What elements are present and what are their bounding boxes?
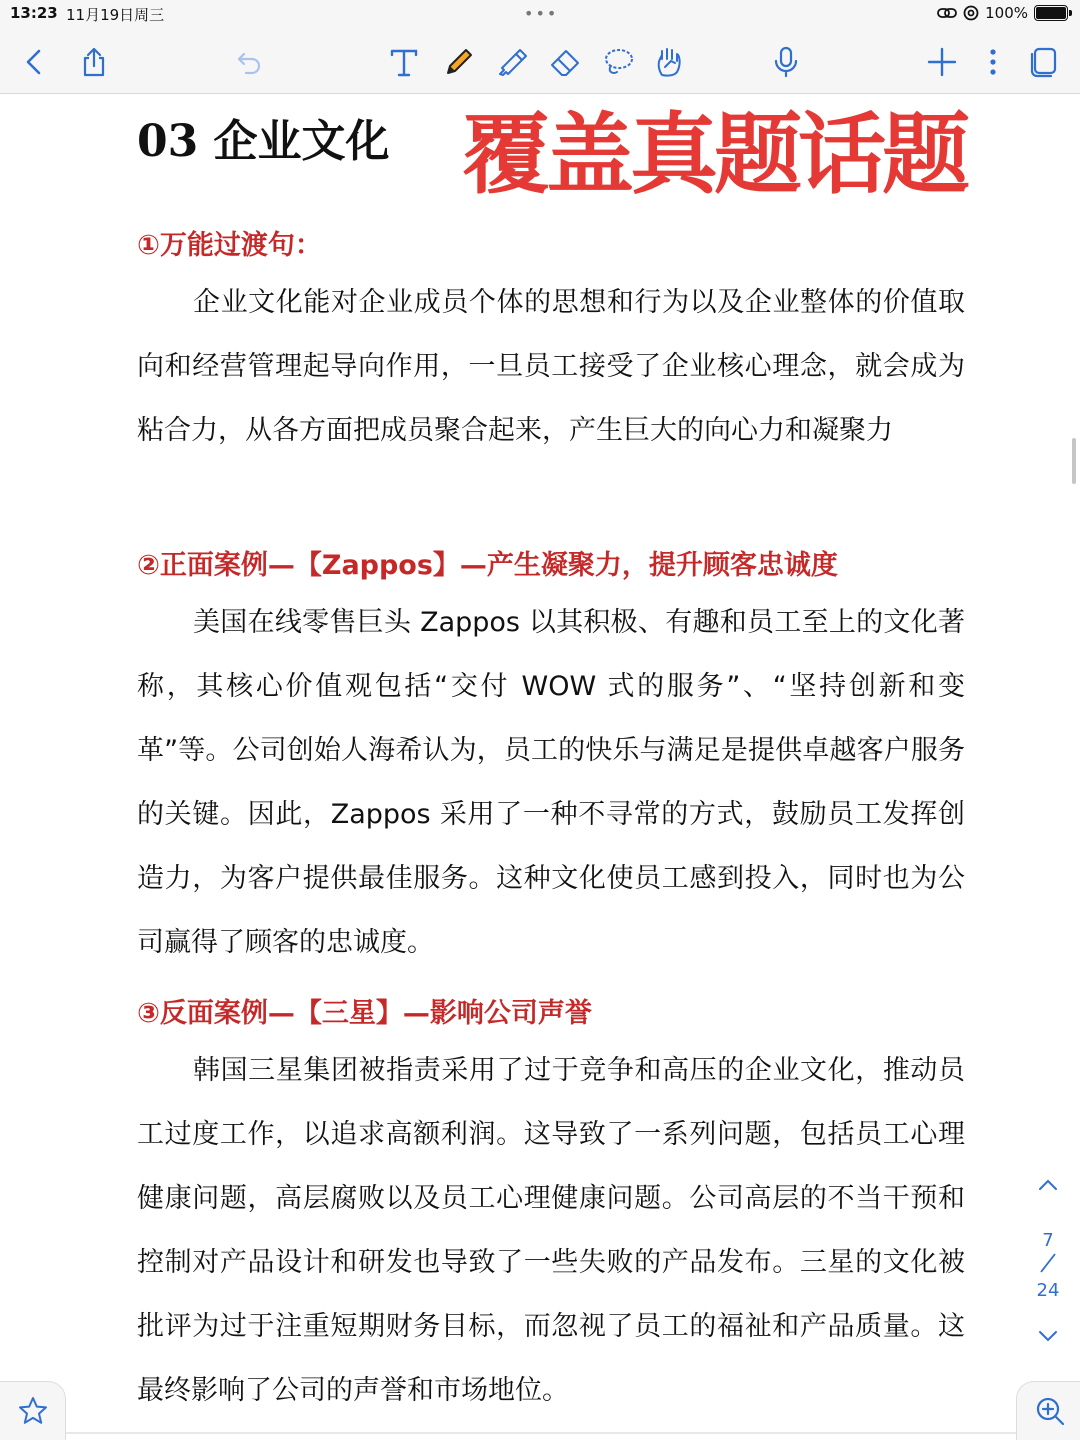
pen-icon[interactable] [439,42,479,82]
chevron-up-icon [1038,1179,1058,1191]
favorite-button[interactable] [0,1381,66,1440]
status-date: 11月19日周三 [66,6,165,24]
banner-text: 覆盖真题话题 [462,103,967,206]
link-icon [937,6,957,20]
more-icon[interactable] [973,42,1013,82]
highlighter-icon[interactable] [492,42,532,82]
section-paragraph-3: 韩国三星集团被指责采用了过于竞争和高压的企业文化，推动员工过度工作，以追求高额利润。这导致了一系列问题，包括员工心理健康问题，高层腐败以及员工心理健康问题。公司高层的不当干预和控制对产品设计和研发也导致了一些失败的产品发布。三星的文化被批评为过于注重短期财务目标，而忽视了员工的福祉和产品质量。这最终影响了公司的声誉和市场地位。 [137,1055,965,1406]
previous-page-button[interactable] [1026,1170,1070,1200]
total-pages: 24 [1036,1280,1060,1301]
section-paragraph-2: 美国在线零售巨头 Zappos 以其积极、有趣和员工至上的文化著称，其核心价值观包括“交付 WOW 式的服务”、“坚持创新和变革”等。公司创始人海希认为，员工的快乐与满足是提供卓越客户服务的关键。因此，Zappos 采用了一种不寻常的方式，鼓励员工发挥创造力，为客户提供最佳服务。这种文化使员工感到投入，同时也为公司赢得了顾客的忠诚度。 [137,607,965,958]
star-icon [17,1395,49,1427]
status-time: 13:23 [10,4,58,22]
text-tool-icon[interactable] [384,42,424,82]
lasso-icon[interactable] [598,42,638,82]
section-paragraph-1: 企业文化能对企业成员个体的思想和行为以及企业整体的价值取向和经营管理起导向作用，一旦员工接受了企业核心理念，就会成为粘合力，从各方面把成员聚合起来，产生巨大的向心力和凝聚力 [137,287,965,446]
back-icon[interactable] [14,42,54,82]
undo-icon[interactable] [229,42,269,82]
pages-icon[interactable] [1024,42,1064,82]
zoom-in-icon [1034,1395,1066,1427]
section-title-3: ③反面案例—【三星】—影响公司声誉 [137,998,592,1029]
at-sign-icon [963,5,979,21]
section-title-2: ②正面案例—【Zappos】—产生凝聚力，提升顾客忠诚度 [137,550,838,581]
microphone-icon[interactable] [766,42,806,82]
eraser-icon[interactable] [545,42,585,82]
zoom-button[interactable] [1016,1381,1080,1440]
battery-icon [1034,5,1068,21]
page-separator-icon [1038,1251,1058,1275]
hand-draw-icon[interactable] [650,42,690,82]
multitasking-dots[interactable]: ••• [524,4,559,23]
toolbar [0,30,1080,94]
next-page-button[interactable] [1026,1321,1070,1351]
chevron-down-icon [1038,1330,1058,1342]
section-title-1: ①万能过渡句： [137,230,322,261]
add-icon[interactable] [922,42,962,82]
battery-percent: 100% [985,4,1028,22]
status-bar [0,0,1080,30]
scrollbar[interactable] [1072,438,1076,484]
current-page: 7 [1042,1230,1054,1251]
page-divider [66,1432,1016,1434]
status-right [937,4,1068,22]
page-navigator [1026,1170,1070,1340]
share-icon[interactable] [74,42,114,82]
document-page[interactable] [0,95,1080,1440]
document-heading: 03 企业文化 [137,116,390,167]
